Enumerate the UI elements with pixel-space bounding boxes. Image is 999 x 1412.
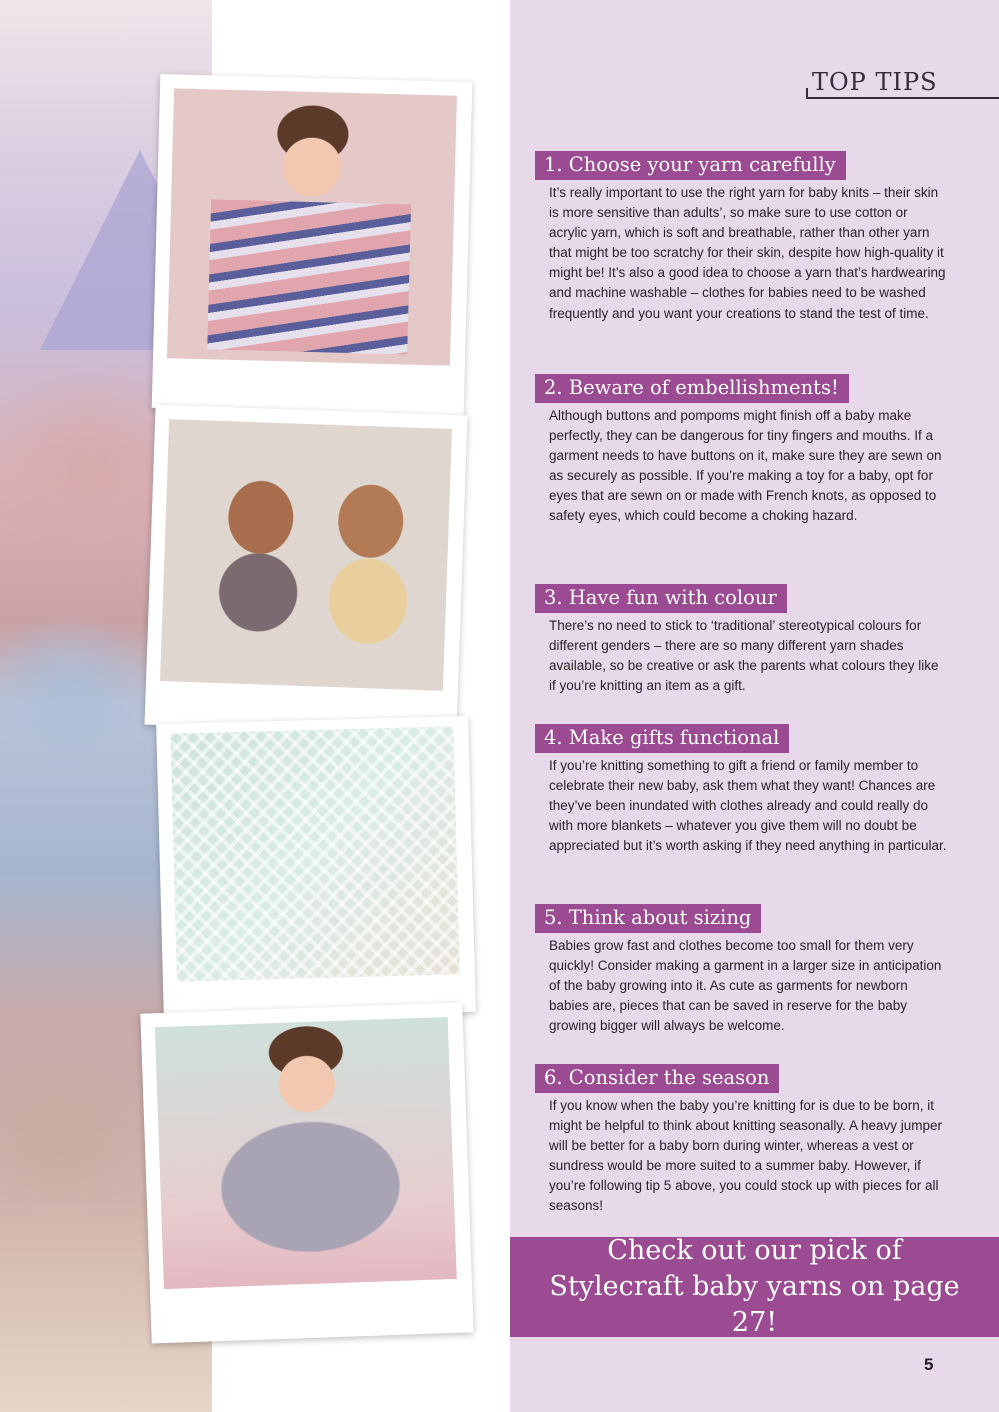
tip-body: Although buttons and pompoms might finish off a baby make perfectly, they can be dangerous for tiny fingers and mouths. If a garment needs to have buttons on it, make sure they are sewn on as securely as possible. If you’re making a toy for a baby, opt for eyes that are sewn on or made with French knots, as opposed to safety eyes, which could become a choking hazard. xyxy=(549,408,942,524)
cta-text: Check out our pick of Stylecraft baby yarns on page 27! xyxy=(549,1235,960,1338)
tip-4 xyxy=(535,724,955,856)
section-label: TOP TIPS xyxy=(812,68,938,96)
tip-5 xyxy=(535,904,955,1036)
tip-heading: 5. Think about sizing xyxy=(535,904,761,933)
polaroid-baby-striped-cardigan xyxy=(152,74,473,416)
section-rule xyxy=(806,97,999,99)
tip-2 xyxy=(535,374,955,527)
tip-heading: 4. Make gifts functional xyxy=(535,724,789,753)
polaroid-lace-blanket xyxy=(156,716,476,1020)
polaroid-knitted-bunnies xyxy=(145,405,468,736)
tip-heading: 1. Choose your yarn carefully xyxy=(535,151,846,180)
tip-heading: 6. Consider the season xyxy=(535,1064,779,1093)
tip-body: If you’re knitting something to gift a friend or family member to celebrate their new baby, ask them what they want! Chances are they’ve been inundated with clothes already and could really do with more blankets – whatever you give them will no doubt be appreciated but it’s worth asking if they need anything in particular. xyxy=(549,758,947,854)
photo-baby-grey-cardigan xyxy=(155,1017,457,1289)
polaroid-baby-grey-cardigan xyxy=(140,1002,473,1343)
tip-body: If you know when the baby you’re knitting for is due to be born, it might be helpful to think about knitting seasonally. A heavy jumper will be better for a baby born during winter, whereas a vest or sundress would be more suited to a summer baby. However, if you’re following tip 5 above, you could stock up with pieces for all seasons! xyxy=(549,1098,942,1214)
cta-banner xyxy=(510,1237,999,1337)
tip-body: There’s no need to stick to ‘traditional’ stereotypical colours for different genders – there are so many different yarn shades available, so be creative or ask the parents what colours they like if you’re knitting an item as a gift. xyxy=(549,618,939,694)
tip-heading: 3. Have fun with colour xyxy=(535,584,787,613)
tip-6 xyxy=(535,1064,955,1217)
tip-1 xyxy=(535,151,955,324)
tip-3 xyxy=(535,584,955,696)
photo-lace-blanket xyxy=(170,726,459,981)
tip-body: Babies grow fast and clothes become too small for them very quickly! Consider making a garment in a larger size in anticipation of the baby growing into it. As cute as garments for newborn babies are, pieces that can be saved in reserve for the baby growing bigger will always be welcome. xyxy=(549,938,942,1034)
page-number: 5 xyxy=(924,1355,934,1374)
tip-body: It’s really important to use the right yarn for baby knits – their skin is more sensitive than adults’, so make sure to use cotton or acrylic yarn, which is soft and breathable, rather than other yarn that might be too scratchy for their skin, despite how high-quality it might be! It’s also a good idea to choose a yarn that’s hardwearing and machine washable – clothes for babies need to be washed frequently and you want your creations to stand the test of time. xyxy=(549,185,946,321)
tip-heading: 2. Beware of embellishments! xyxy=(535,374,849,403)
photo-baby-striped-cardigan xyxy=(167,88,457,365)
photo-knitted-bunnies xyxy=(160,419,452,691)
